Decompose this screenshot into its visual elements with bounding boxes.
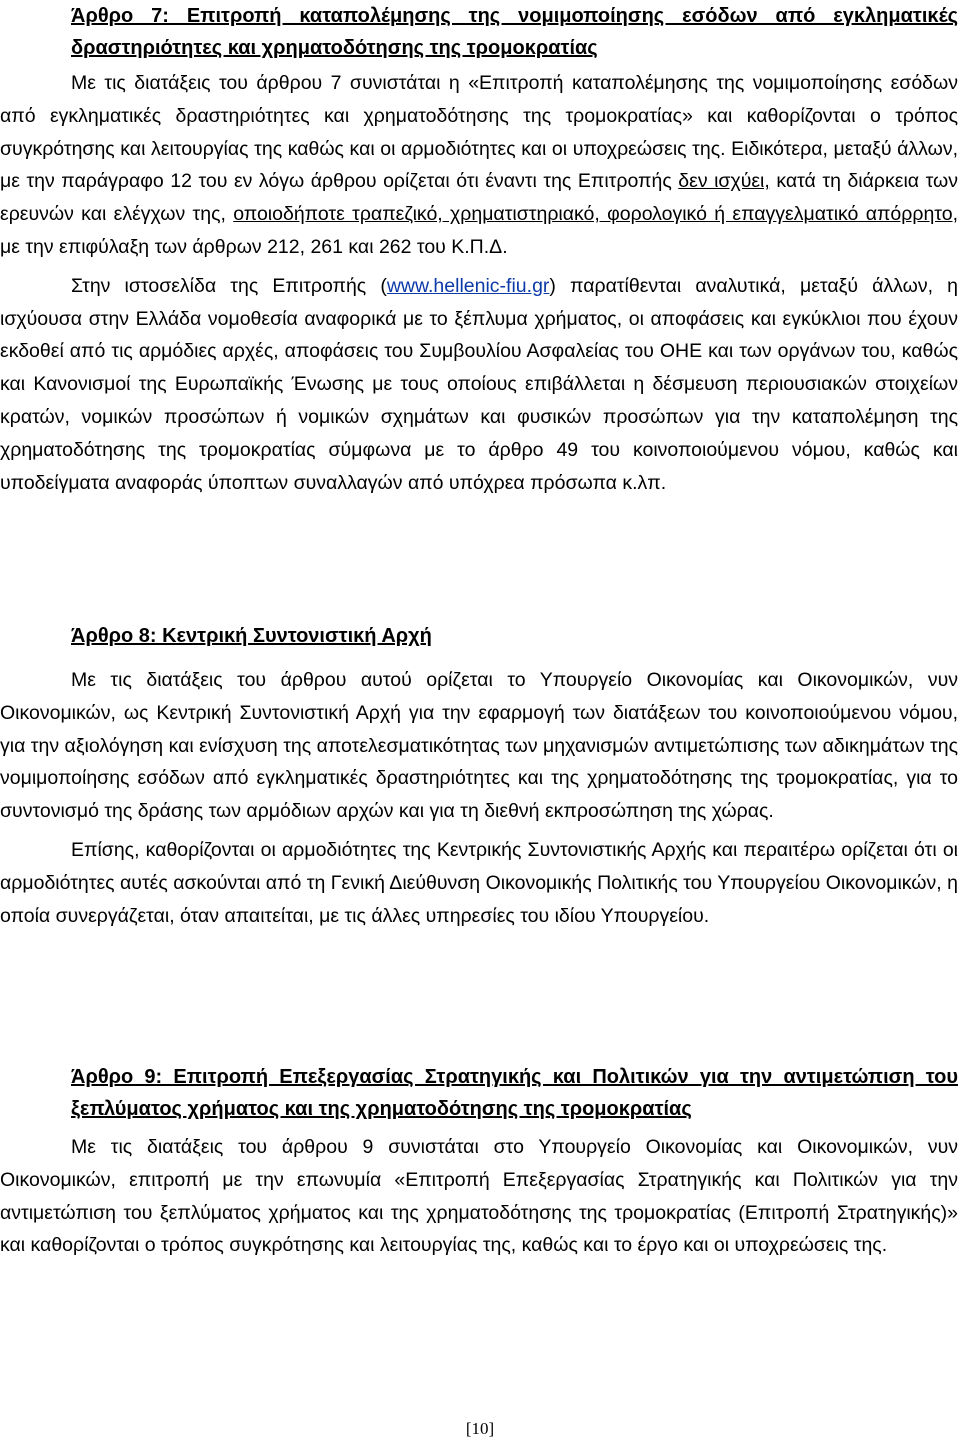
fiu-website-link[interactable]: www.hellenic-fiu.gr <box>386 274 550 297</box>
no-secrecy-underlined: δεν ισχύει, <box>678 170 770 193</box>
article-8-paragraph-1: Με τις διατάξεις του άρθρου αυτού ορίζεται το Υπουργείο Οικονομίας και Οικονομικών, νυν Οικονομικών, ως Κεντρική Συντονιστική Αρχή για την εφαρμογή των διατάξεων του κοινοποιούμενου νόμου, για την αξιολόγηση και ενίσχυση της αποτελεσματικότητας των μηχανισμών αντιμετώπισης των αδικημάτων της νομιμοποίησης εσόδων από εγκληματικές δραστηριότητες και της χρηματοδότησης της τρομοκρατίας, για το συντονισμό της δράσης των αρμόδιων αρχών και για τη διεθνή εκπροσώπηση της χώρας. <box>0 669 958 823</box>
secrecy-types-underlined: οποιοδήποτε τραπεζικό, χρηματιστηριακό, φορολογικό ή επαγγελματικό απόρρητο, <box>233 203 958 226</box>
article-9-paragraph-1: Με τις διατάξεις του άρθρου 9 συνιστάται στο Υπουργείο Οικονομίας και Οικονομικών, νυν Οικονομικών, επιτροπή με την επωνυμία «Επιτροπή Επεξεργασίας Στρατηγικής και Πολιτικών για την αντιμετώπιση του ξεπλύματος χρήματος και της χρηματοδότησης της τρομοκρατίας (Επιτροπή Στρατηγικής)» και καθορίζονται ο τρόπος συγκρότησης και λειτουργίας της, καθώς και το έργο και οι υποχρεώσεις της. <box>0 1136 958 1257</box>
article-7-section <box>0 0 960 499</box>
article-7-paragraph-2: Στην ιστοσελίδα της Επιτροπής (www.hellenic-fiu.gr) παρατίθενται αναλυτικά, μεταξύ άλλων, η ισχύουσα στην Ελλάδα νομοθεσία αναφορικά με το ξέπλυμα χρήματος, οι αποφάσεις και εγκύκλιοι που έχουν εκδοθεί από τις αρμόδιες αρχές, αποφάσεις του Συμβουλίου Ασφαλείας του ΟΗΕ και των οργάνων του, καθώς και Κανονισμοί της Ευρωπαϊκής Ένωσης με τους οποίους επιβάλλεται η δέσμευση περιουσιακών στοιχείων κρατών, νομικών προσώπων ή νομικών σχημάτων και φυσικών προσώπων για την καταπολέμηση της χρηματοδότησης της τρομοκρατίας σύμφωνα με το άρθρο 49 του κοινοποιούμενου νόμου, καθώς και υποδείγματα αναφοράς ύποπτων συναλλαγών από υπόχρεα πρόσωπα κ.λπ. <box>0 274 958 494</box>
article-8-heading: Άρθρο 8: Κεντρική Συντονιστική Αρχή <box>71 625 432 647</box>
article-8-section <box>0 620 960 932</box>
article-9-section <box>0 1061 960 1262</box>
page-number: [10] <box>465 1419 495 1438</box>
article-7-heading: Άρθρο 7: Επιτροπή καταπολέμησης της νομιμοποίησης εσόδων από εγκληματικές δραστηριότητες και χρηματοδότησης της τρομοκρατίας <box>71 5 958 59</box>
article-9-heading: Άρθρο 9: Επιτροπή Επεξεργασίας Στρατηγικής και Πολιτικών για την αντιμετώπιση του ξεπλύματος χρήματος και της χρηματοδότησης της τρομοκρατίας <box>71 1066 958 1120</box>
article-8-paragraph-2: Επίσης, καθορίζονται οι αρμοδιότητες της Κεντρικής Συντονιστικής Αρχής και περαιτέρω ορίζεται ότι οι αρμοδιότητες αυτές ασκούνται από τη Γενική Διεύθυνση Οικονομικής Πολιτικής του Υπουργείου Οικονομικών, η οποία συνεργάζεται, όταν απαιτείται, με τις άλλες υπηρεσίες του ιδίου Υπουργείου. <box>0 838 958 927</box>
article-7-paragraph-1: Με τις διατάξεις του άρθρου 7 συνιστάται η «Επιτροπή καταπολέμησης της νομιμοποίησης εσόδων από εγκληματικές δραστηριότητες και χρηματοδότησης της τρομοκρατίας» και καθορίζονται ο τρόπος συγκρότησης και λειτουργίας της καθώς και οι αρμοδιότητες και οι υποχρεώσεις της. Ειδικότερα, μεταξύ άλλων, με την παράγραφο 12 του εν λόγω άρθρου ορίζεται ότι έναντι της Επιτροπής δεν ισχύει, κατά τη διάρκεια των ερευνών και ελέγχων της, οποιοδήποτε τραπεζικό, χρηματιστηριακό, φορολογικό ή επαγγελματικό απόρρητο, με την επιφύλαξη των άρθρων 212, 261 και 262 του Κ.Π.Δ. <box>0 72 958 258</box>
